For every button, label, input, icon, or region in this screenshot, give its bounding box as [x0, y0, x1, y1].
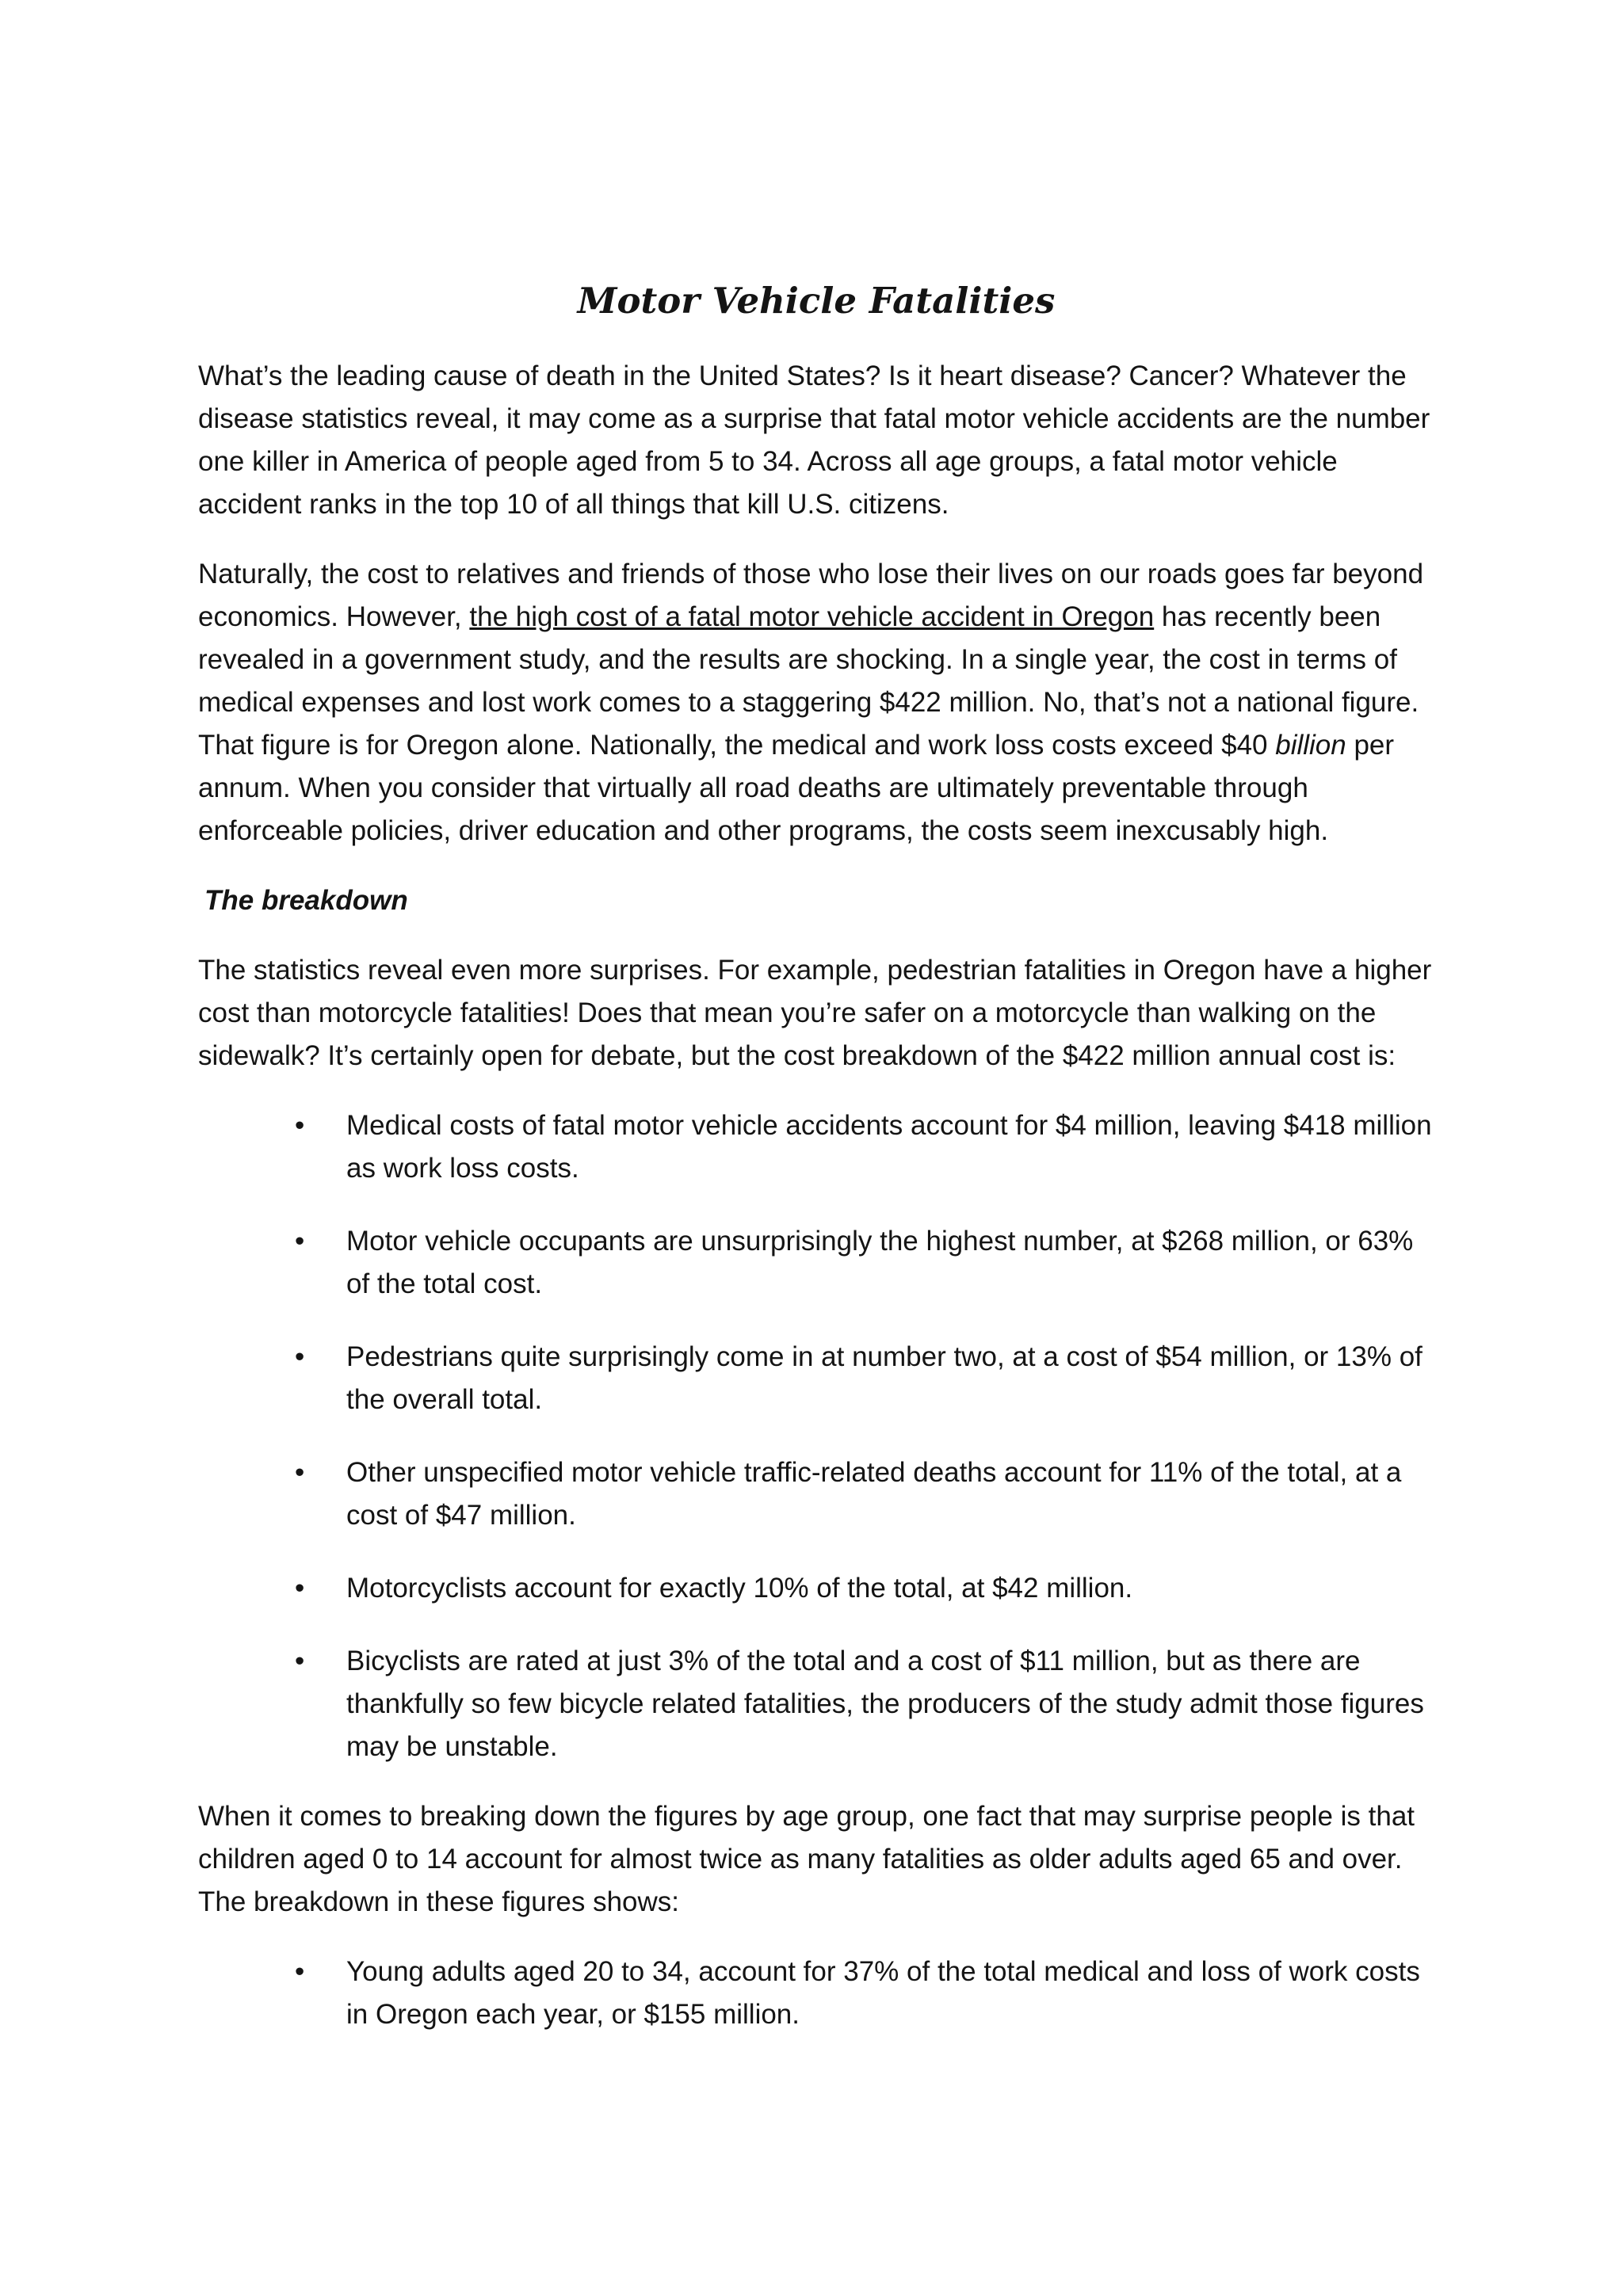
intro-paragraph: What’s the leading cause of death in the United States? Is it heart disease? Cancer? Whatever the disease statistics reveal, it may come as a surprise that fatal motor vehicle accidents are the number one killer in America of people aged from 5 to 34. Across all age groups, a fatal motor vehicle accident ranks in the top 10 of all things that kill U.S. citizens. — [198, 360, 1430, 520]
bullet-icon: • — [295, 1110, 305, 1141]
list-item-text: Motor vehicle occupants are unsurprisingly the highest number, at $268 million, or 63% of the total cost. — [346, 1226, 1414, 1299]
age-breakdown-list — [198, 1951, 1434, 2036]
bullet-icon: • — [295, 1457, 305, 1488]
oregon-cost-link[interactable]: the high cost of a fatal motor vehicle accident in Oregon — [469, 601, 1155, 632]
list-item — [198, 1220, 1434, 1306]
list-item — [198, 1640, 1434, 1768]
cost-paragraph-text-b: has recently been revealed in a government study, and the results are shocking. In a single year, the cost in terms of medical expenses and lost work comes to a staggering $422 million. No, that’s not a national figure. That figure is for Oregon alone. Nationally, the medical and work loss costs exceed $40 — [198, 601, 1419, 761]
list-item-text: Motorcyclists account for exactly 10% of the total, at $42 million. — [346, 1573, 1133, 1604]
cost-paragraph-text-a: Naturally, the cost to relatives and friends of those who lose their lives on our roads goes far beyond economics. However, — [198, 559, 1424, 632]
billion-emphasis: billion — [1275, 730, 1346, 761]
bullet-icon: • — [295, 1646, 305, 1676]
age-group-paragraph: When it comes to breaking down the figures by age group, one fact that may surprise people is that children aged 0 to 14 account for almost twice as many fatalities as older adults aged 65 and over. The breakdown in these figures shows: — [198, 1801, 1415, 1917]
cost-paragraph — [198, 553, 1434, 852]
list-item — [198, 1104, 1434, 1190]
cost-paragraph-text-c: per annum. When you consider that virtually all road deaths are ultimately preventable through enforceable policies, driver education and other programs, the costs seem inexcusably high. — [198, 730, 1395, 846]
list-item — [198, 1567, 1434, 1610]
breakdown-paragraph: The statistics reveal even more surprises. For example, pedestrian fatalities in Oregon have a higher cost than motorcycle fatalities! Does that mean you’re safer on a motorcycle than walking on the sidewalk? It’s certainly open for debate, but the cost breakdown of the $422 million annual cost is: — [198, 955, 1432, 1071]
document-page — [198, 269, 1434, 2066]
bullet-icon: • — [295, 1573, 305, 1604]
cost-breakdown-list — [198, 1104, 1434, 1768]
list-item-text: Young adults aged 20 to 34, account for 37% of the total medical and loss of work costs in Oregon each year, or $155 million. — [346, 1956, 1420, 2030]
list-item — [198, 1336, 1434, 1421]
section-heading-breakdown: The breakdown — [204, 885, 408, 916]
bullet-icon: • — [295, 1341, 305, 1372]
list-item-text: Pedestrians quite surprisingly come in at number two, at a cost of $54 million, or 13% of the overall total. — [346, 1341, 1423, 1415]
list-item — [198, 1451, 1434, 1537]
page-title: Motor Vehicle Fatalities — [577, 280, 1056, 322]
list-item-text: Bicyclists are rated at just 3% of the total and a cost of $11 million, but as there are thankfully so few bicycle related fatalities, the producers of the study admit those figures may be unstable. — [346, 1646, 1424, 1762]
list-item — [198, 1951, 1434, 2036]
list-item-text: Other unspecified motor vehicle traffic-related deaths account for 11% of the total, at a cost of $47 million. — [346, 1457, 1402, 1531]
bullet-icon: • — [295, 1226, 305, 1257]
list-item-text: Medical costs of fatal motor vehicle accidents account for $4 million, leaving $418 million as work loss costs. — [346, 1110, 1432, 1184]
bullet-icon: • — [295, 1956, 305, 1987]
